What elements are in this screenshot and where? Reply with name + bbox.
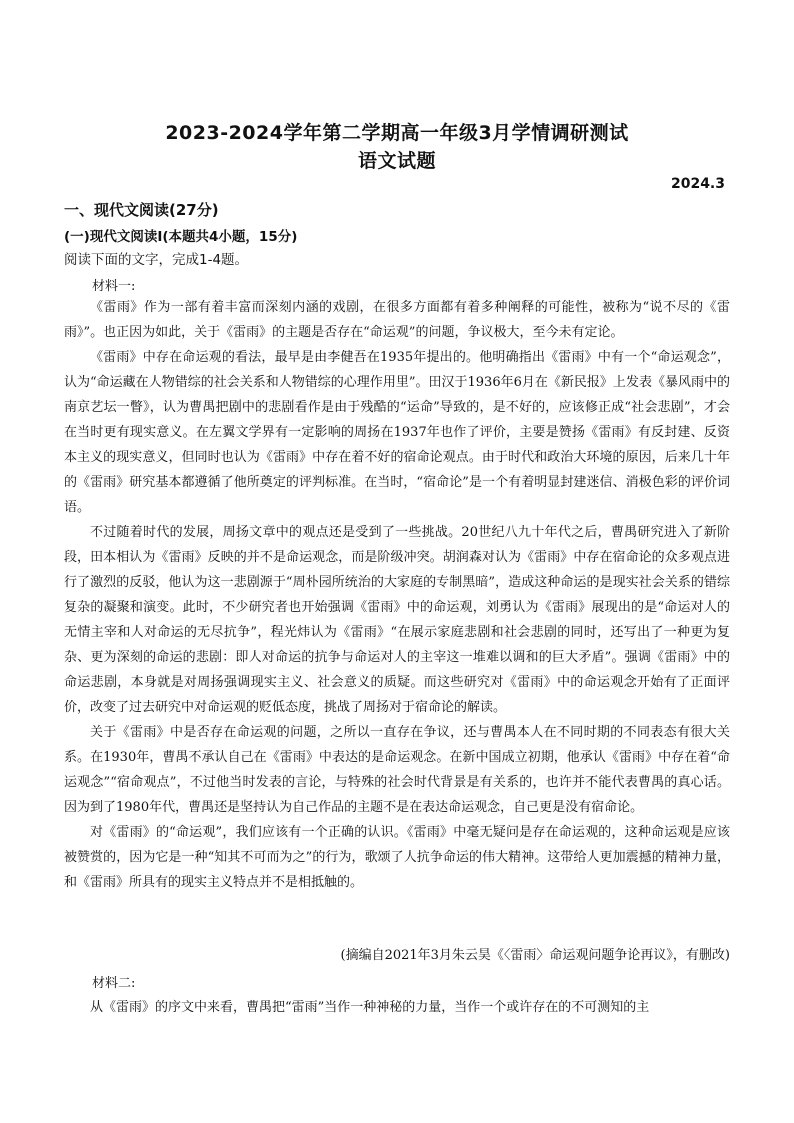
material-one-body xyxy=(64,295,730,895)
exam-date: 2024.3 xyxy=(670,176,725,192)
paragraph: 对《雷雨》的“命运观”，我们应该有一个正确的认识。《雷雨》中毫无疑问是存在命运观的，这种命运观是应该被赞赏的，因为它是一种“知其不可而为之”的行为，歌颂了人抗争命运的伟大精神。这带给人更加震撼的精神力量，和《雷雨》所具有的现实主义特点并不是相抵触的。 xyxy=(64,825,730,890)
paragraph: 关于《雷雨》中是否存在命运观的问题，之所以一直存在争议，还与曹禺本人在不同时期的不同表态有很大关系。在1930年，曹禺不承认自己在《雷雨》中表达的是命运观念。在新中国成立初期，他承认《雷雨》中存在着“命运观念”“宿命观点”，不过他当时发表的言论，与特殊的社会时代背景是有关系的，也许并不能代表曹禺的真心话。因为到了1980年代，曹禺还是坚持认为自己作品的主题不是在表达命运观念，自己更是没有宿命论。 xyxy=(64,725,730,815)
paragraph: 从《雷雨》的序文中来看，曹禺把“雷雨”当作一种神秘的力量，当作一个或许存在的不可测知的主 xyxy=(90,1000,650,1015)
exam-subtitle: 语文试题 xyxy=(357,150,436,172)
material-one-label: 材料一: xyxy=(92,279,136,294)
material-two-label: 材料二: xyxy=(92,976,136,991)
paragraph: 《雷雨》作为一部有着丰富而深刻内涵的戏剧，在很多方面都有着多种阐释的可能性，被称为“说不尽的《雷雨》”。也正因为如此，关于《雷雨》的主题是否存在“命运观”的问题，争议极大，至今未有定论。 xyxy=(64,300,730,340)
section-heading: 一、现代文阅读(27分) xyxy=(64,201,219,219)
material-one-source: (摘编自2021年3月朱云昊《〈雷雨〉命运观问题争论再议》，有删改) xyxy=(340,948,730,963)
exam-title: 2023-2024学年第二学期高一年级3月学情调研测试 xyxy=(165,122,629,144)
reading-instruction: 阅读下面的文字，完成1-4题。 xyxy=(64,252,249,268)
paragraph: 《雷雨》中存在命运观的看法，最早是由李健吾在1935年提出的。他明确指出《雷雨》中有一个“命运观念”，认为“命运藏在人物错综的社会关系和人物错综的心理作用里”。田汉于1936年6月在《新民报》上发表《暴风雨中的南京艺坛一瞥》，认为曹禺把剧中的悲剧看作是由于残酷的“运命”导致的，是不好的，应该修正成“社会悲剧”，才会在当时更有现实意义。在左翼文学界有一定影响的周扬在1937年也作了评价，主要是赞扬《雷雨》有反封建、反资本主义的现实意义，但同时也认为《雷雨》中存在着不好的宿命论观点。由于时代和政治大环境的原因，后来几十年的《雷雨》研究基本都遵循了他所奠定的评判标准。在当时，“宿命论”是一个有着明显封建迷信、消极色彩的评价词语。 xyxy=(64,350,730,515)
paragraph: 不过随着时代的发展，周扬文章中的观点还是受到了一些挑战。20世纪八九十年代之后，曹禺研究进入了新阶段，田本相认为《雷雨》反映的并不是命运观念，而是阶级冲突。胡润森对认为《雷雨》中存在宿命论的众多观点进行了激烈的反驳，他认为这一悲剧源于“周朴园所统治的大家庭的专制黑暗”，造成这种命运的是现实社会关系的错综复杂的凝聚和演变。此时，不少研究者也开始强调《雷雨》中的命运观，刘勇认为《雷雨》展现出的是“命运对人的无情主宰和人对命运的无尽抗争”，程光炜认为《雷雨》“在展示家庭悲剧和社会悲剧的同时，还写出了一种更为复杂、更为深刻的命运的悲剧：即人对命运的抗争与命运对人的主宰这一堆难以调和的巨大矛盾”。强调《雷雨》中的命运悲剧，本身就是对周扬强调现实主义、社会意义的质疑。而这些研究对《雷雨》中的命运观念开始有了正面评价，改变了过去研究中对命运观的贬低态度，挑战了周扬对于宿命论的解读。 xyxy=(64,525,730,715)
material-two-body xyxy=(64,995,730,1020)
subsection-heading: (一)现代文阅读I(本题共4小题，15分) xyxy=(64,229,298,245)
